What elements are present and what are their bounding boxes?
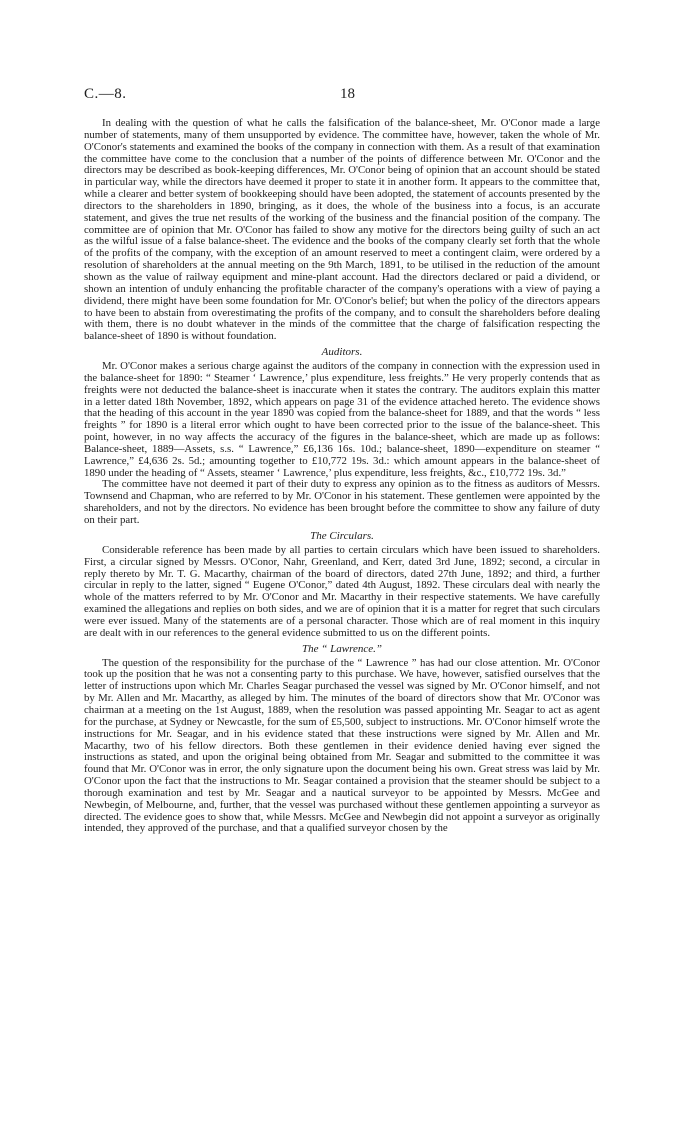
section-heading-lawrence: The “ Lawrence.”	[302, 642, 382, 655]
paragraph-auditors-fitness: The committee have not deemed it part of their duty to express any opinion as to the fitness as auditors of Messrs. Townsend and Chapman, who are referred to by Mr. O'Conor in his statement. These gentlemen were appointed by the shareholders, and not by the directors. No evidence has been brought before the committee to show any failure of duty on their part.	[84, 478, 600, 526]
paragraph-auditors-charge: Mr. O'Conor makes a serious charge against the auditors of the company in connection with the expression used in the balance-sheet for 1890: “ Steamer ‘ Lawrence,’ plus expenditure, less freights.” He very properly contends that as freights were not deducted the balance-sheet is inaccurate when it states the contrary. The auditors explain this matter in a letter dated 18th November, 1892, which appears on page 31 of the evidence attached hereto. The evidence shows that the heading of this account in the year 1890 was copied from the balance-sheet for 1889, and that the words “ less freights ” for 1890 is a literal error which ought to have been corrected prior to the issue of the balance-sheet. This point, however, in no way affects the accuracy of the figures in the balance-sheet, which are made up as follows: Balance-sheet, 1889—Assets, s.s. “ Lawrence,” £6,136 16s. 10d.; balance-sheet, 1890—expenditure on steamer “ Lawrence,” £4,636 2s. 5d.; amounting together to £10,772 19s. 3d.: which amount appears in the balance-sheet of 1890 under the heading of “ Assets, steamer ‘ Lawrence,’ plus expenditure, less freights, &c., £10,772 19s. 3d.”	[84, 360, 600, 479]
page-header	[84, 86, 604, 106]
document-reference: C.—8.	[84, 86, 127, 102]
section-heading-circulars: The Circulars.	[310, 529, 374, 542]
section-heading-auditors: Auditors.	[321, 346, 363, 359]
paragraph-lawrence: The question of the responsibility for the purchase of the “ Lawrence ” has had our close attention. Mr. O'Conor took up the position that he was not a consenting party to this purchase. We have, however, satisfied ourselves that the letter of instructions upon which Mr. Charles Seagar purchased the vessel was signed by Mr. O'Conor himself, and not by Mr. Allen and Mr. Macarthy, as alleged by him. The minutes of the board of directors show that Mr. O'Conor was chairman at a meeting on the 1st August, 1889, when the resolution was passed appointing Mr. Seagar to act as agent for the purchase, at Sydney or Newcastle, for the sum of £5,500, subject to instructions. Mr. O'Conor himself wrote the instructions for Mr. Seagar, and in his evidence stated that these instructions were signed by Mr. Allen and Mr. Macarthy, two of his fellow directors. Both these gentlemen in their evidence denied having ever signed the instructions as stated, and upon the original being obtained from Mr. Seagar and submitted to the committee it was found that Mr. O'Conor was in error, the only signature upon the document being his own. Great stress was laid by Mr. O'Conor upon the fact that the instructions to Mr. Seagar contained a provision that the steamer should be subject to a thorough examination and test by Mr. Seagar and a nautical surveyor to be appointed by Messrs. McGee and Newbegin, of Melbourne, and, further, that the vessel was purchased without these gentlemen appointing a surveyor as directed. The evidence goes to show that, while Messrs. McGee and Newbegin did not appoint a surveyor as originally intended, they approved of the purchase, and that a qualified surveyor chosen by the	[84, 656, 600, 835]
paragraph-circulars: Considerable reference has been made by all parties to certain circulars which have been issued to shareholders. First, a circular signed by Messrs. O'Conor, Nahr, Greenland, and Kerr, dated 3rd June, 1892; second, a circular in reply thereto by Mr. T. G. Macarthy, chairman of the board of directors, dated 27th June, 1892; and third, a further circular in reply to the latter, signed “ Eugene O'Conor,” dated 4th August, 1892. These circulars deal with nearly the whole of the matters referred to by Mr. O'Conor and Mr. Macarthy in their respective statements. We have carefully examined the allegations and replies on both sides, and we are of opinion that it is a matter for regret that such circulars were ever issued. Many of the statements are of a personal character. Those which are of real moment in this inquiry are dealt with in our references to the general evidence submitted to us on the different points.	[84, 543, 600, 639]
report-body	[84, 118, 600, 835]
page-number: 18	[340, 86, 355, 102]
paragraph-balance-sheet: In dealing with the question of what he calls the falsification of the balance-sheet, Mr. O'Conor made a large number of statements, many of them unsupported by evidence. The committee have, however, taken the whole of Mr. O'Conor's statements and examined the books of the company in connection with them. As a result of that examination the committee have come to the conclusion that a number of the points of difference between Mr. O'Conor and the directors may be described as book-keeping differences, Mr. O'Conor being of opinion that an account should be stated in particular way, while the directors have deemed it proper to state it in another form. It appears to the committee that, while a clearer and better system of bookkeeping should have been adopted, the statement of accounts presented by the directors to the shareholders in 1890, bringing, as it does, the whole of the business into a focus, is an accurate statement, and gives the true net results of the working of the business and the financial position of the company. The committee are of opinion that Mr. O'Conor has failed to show any motive for the directors being guilty of such an act as the wilful issue of a false balance-sheet. The evidence and the books of the company clearly set forth that the whole of the profits of the company, with the exception of an amount reserved to meet a contingent claim, were ordered by a resolution of shareholders at the annual meeting on the 9th March, 1891, to be utilised in the reduction of the amount shown as the value of railway equipment and mine-plant account. Had the directors declared or paid a dividend, or shown an intention of unduly enhancing the profitable character of the company's operations with a view of paying a dividend, there might have been some foundation for Mr. O'Conor's belief; but when the policy of the directors appears to have been to abstain from overestimating the profits of the company, and to consult the shareholders before dealing with them, there is no doubt whatever in the minds of the committee that the charge of falsification respecting the balance-sheet of 1890 is without foundation.	[84, 117, 600, 343]
